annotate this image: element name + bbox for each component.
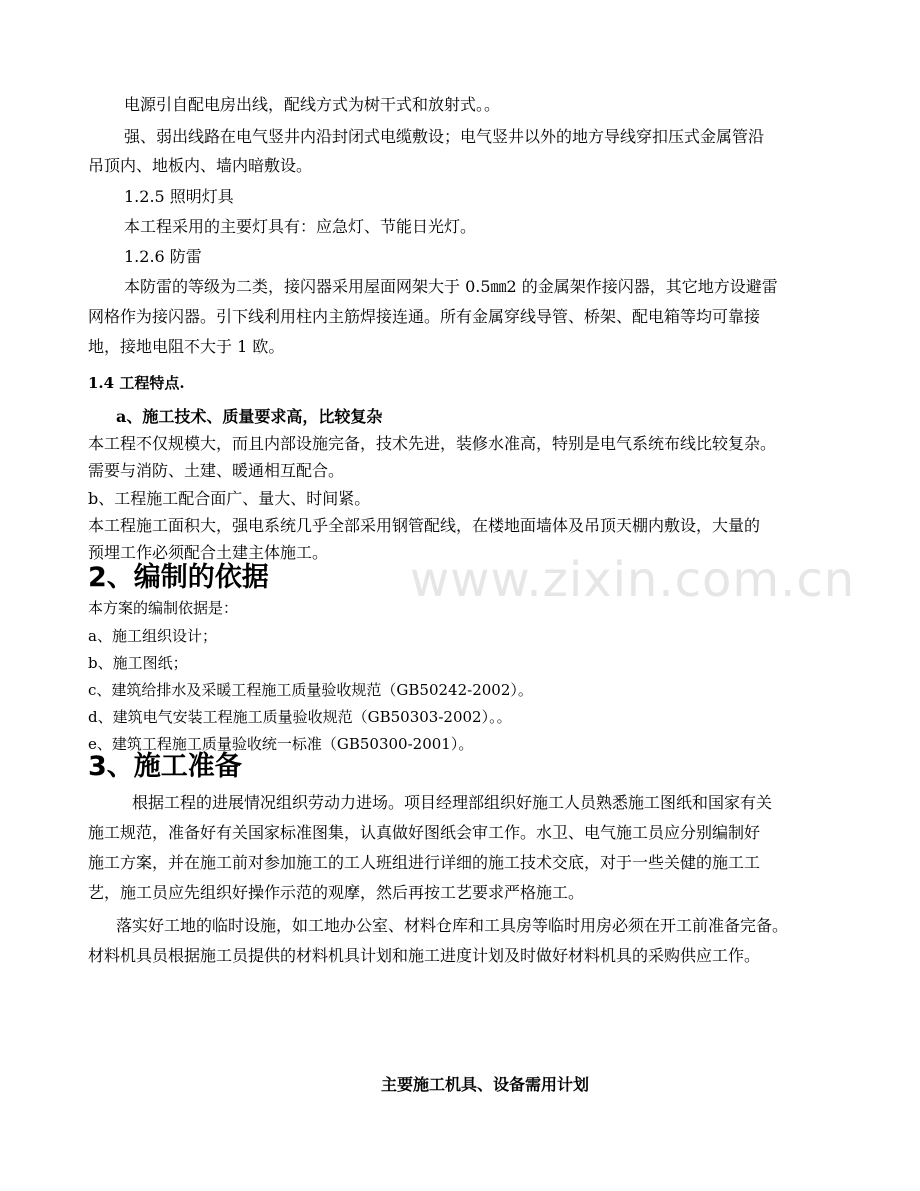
paragraph-line: 需要与消防、土建、暖通相互配合。 xyxy=(88,461,345,480)
list-item: a、施工组织设计； xyxy=(88,627,217,645)
heading-basis: 2、编制的依据 xyxy=(88,562,269,593)
list-item: e、建筑工程施工质量验收统一标准（GB50300-2001）。 xyxy=(88,735,474,753)
section-subheading: a、施工技术、质量要求高，比较复杂 xyxy=(116,407,383,426)
table-title: 主要施工机具、设备需用计划 xyxy=(380,1075,589,1094)
paragraph-line: 艺，施工员应先组织好操作示范的观摩，然后再按工艺要求严格施工。 xyxy=(88,883,585,902)
paragraph-line: 吊顶内、地板内、墙内暗敷设。 xyxy=(88,156,313,175)
paragraph-line: 电源引自配电房出线，配线方式为树干式和放射式。。 xyxy=(124,95,501,114)
paragraph-line: 本工程采用的主要灯具有：应急灯、节能日光灯。 xyxy=(124,217,477,236)
paragraph-line: 落实好工地的临时设施，如工地办公室、材料仓库和工具房等临时用房必须在开工前准备完备。 xyxy=(116,916,789,935)
heading-preparation: 3、施工准备 xyxy=(88,751,242,782)
list-item: b、施工图纸； xyxy=(88,654,188,672)
paragraph-line: 网格作为接闪器。引下线利用柱内主筋焊接连通。所有金属穿线导管、桥架、配电箱等均可靠接 xyxy=(88,307,761,326)
subheading-lightning-protection: 1.2.6 防雷 xyxy=(124,247,202,266)
paragraph-line: 本方案的编制依据是： xyxy=(88,599,239,617)
paragraph-line: b、工程施工配合面广、量大、时间紧。 xyxy=(88,489,371,508)
paragraph-line: 根据工程的进展情况组织劳动力进场。项目经理部组织好施工人员熟悉施工图纸和国家有关 xyxy=(132,793,773,812)
paragraph-line: 本工程不仅规模大，而且内部设施完备，技术先进，装修水准高，特别是电气系统布线比较复杂。 xyxy=(88,434,777,453)
paragraph-line: 本工程施工面积大，强电系统几乎全部采用钢管配线，在楼地面墙体及吊顶天棚内敷设，大量的 xyxy=(88,516,761,535)
paragraph-line: 地，接地电阻不大于 1 欧。 xyxy=(88,337,285,356)
paragraph-line: 本防雷的等级为二类，接闪器采用屋面网架大于 0.5㎜2 的金属架作接闪器，其它地方设避雷 xyxy=(124,277,778,296)
paragraph-line: 施工方案，并在施工前对参加施工的工人班组进行详细的施工技术交底，对于一些关健的施工工 xyxy=(88,853,761,872)
paragraph-line: 材料机具员根据施工员提供的材料机具计划和施工进度计划及时做好材料机具的采购供应工作。 xyxy=(88,946,761,965)
subheading-lighting: 1.2.5 照明灯具 xyxy=(124,187,234,206)
watermark: www.zixin.com.cn xyxy=(410,552,856,608)
paragraph-line: 预埋工作必须配合土建主体施工。 xyxy=(88,543,329,562)
list-item: c、建筑给排水及采暖工程施工质量验收规范（GB50242-2002）。 xyxy=(88,681,533,699)
section-heading: 1.4 工程特点. xyxy=(88,374,185,392)
list-item: d、建筑电气安装工程施工质量验收规范（GB50303-2002）。。 xyxy=(88,708,512,726)
paragraph-line: 强、弱出线路在电气竖井内沿封闭式电缆敷设；电气竖井以外的地方导线穿扣压式金属管沿 xyxy=(124,127,765,146)
paragraph-line: 施工规范，准备好有关国家标准图集，认真做好图纸会审工作。水卫、电气施工员应分别编制好 xyxy=(88,823,761,842)
